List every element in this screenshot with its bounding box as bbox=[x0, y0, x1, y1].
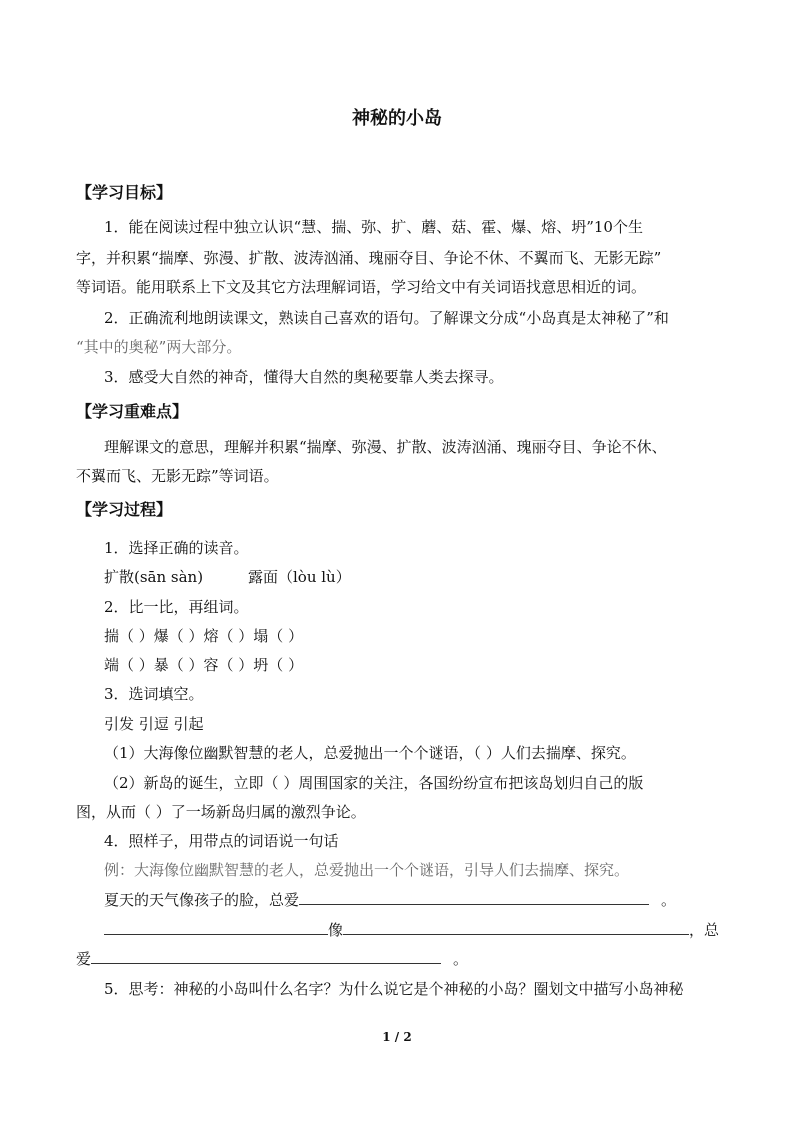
question-2-row-2: 端（ ）暴（ ）容（ ）坍（ ） bbox=[104, 656, 304, 674]
key-points-line-2: 不翼而飞、无影无踪”等词语。 bbox=[76, 467, 279, 485]
page-title: 神秘的小岛 bbox=[352, 108, 442, 129]
answer-blank-3[interactable] bbox=[343, 920, 689, 935]
sentence-2-mid: 像 bbox=[328, 921, 344, 939]
goal-2-line-1: 2．正确流利地朗读课文，熟读自己喜欢的语句。了解课文分成“小岛真是太神秘了”和 bbox=[104, 309, 669, 327]
question-1: 1．选择正确的读音。 bbox=[104, 539, 249, 557]
question-4: 4．照样子，用带点的词语说一句话 bbox=[104, 832, 339, 850]
sentence-1-end: 。 bbox=[661, 891, 677, 909]
question-2-row-1: 揣（ ）爆（ ）熔（ ）塌（ ） bbox=[104, 627, 304, 645]
question-2: 2．比一比，再组词。 bbox=[104, 598, 249, 616]
question-5: 5．思考：神秘的小岛叫什么名字？为什么说它是个神秘的小岛？圈划文中描写小岛神秘 bbox=[104, 980, 684, 998]
answer-blank-1[interactable] bbox=[299, 890, 649, 905]
goal-1-line-3: 等词语。能用联系上下文及其它方法理解词语，学习给文中有关词语找意思相近的词。 bbox=[76, 278, 647, 296]
section-heading-goals: 【学习目标】 bbox=[76, 183, 173, 202]
goal-1-line-1: 1．能在阅读过程中独立认识“慧、揣、弥、扩、蘑、菇、霍、爆、熔、坍”10个生 bbox=[104, 218, 643, 236]
sentence-3-prefix: 爱 bbox=[76, 950, 92, 968]
question-3-sentence-2-line-1: （2）新岛的诞生，立即（ ）周围国家的关注，各国纷纷宣布把该岛划归自己的版 bbox=[104, 774, 644, 792]
question-4-sentence-1 bbox=[104, 890, 676, 910]
answer-blank-2[interactable] bbox=[104, 920, 328, 935]
question-4-example: 例：大海像位幽默智慧的老人，总爱抛出一个个谜语，引导人们去揣摩、探究。 bbox=[104, 861, 630, 879]
section-heading-key-points: 【学习重难点】 bbox=[76, 402, 189, 421]
question-3-sentence-2-line-2: 图，从而（ ）了一场新岛归属的激烈争论。 bbox=[76, 803, 366, 821]
question-4-sentence-3 bbox=[76, 949, 468, 969]
sentence-1-prefix: 夏天的天气像孩子的脸，总爱 bbox=[104, 891, 300, 909]
page-number: 1 / 2 bbox=[382, 1030, 412, 1044]
key-points-line-1: 理解课文的意思，理解并积累“揣摩、弥漫、扩散、波涛汹涌、瑰丽夺目、争论不休、 bbox=[104, 438, 667, 456]
goal-3: 3．感受大自然的神奇，懂得大自然的奥秘要靠人类去探寻。 bbox=[104, 368, 504, 386]
question-3: 3．选词填空。 bbox=[104, 685, 204, 703]
sentence-3-end: 。 bbox=[453, 950, 469, 968]
question-4-sentence-2 bbox=[104, 920, 719, 940]
question-3-word-bank: 引发 引逗 引起 bbox=[104, 715, 204, 733]
answer-blank-4[interactable] bbox=[91, 949, 441, 964]
question-3-sentence-1: （1）大海像位幽默智慧的老人，总爱抛出一个个谜语，（ ）人们去揣摩、探究。 bbox=[104, 744, 636, 762]
goal-1-line-2: 字，并积累“揣摩、弥漫、扩散、波涛汹涌、瑰丽夺目、争论不休、不翼而飞、无影无踪” bbox=[76, 249, 662, 267]
question-1-option-b: 露面（lòu lù） bbox=[248, 568, 351, 586]
question-1-option-a: 扩散(sān sàn) bbox=[104, 568, 204, 586]
sentence-2-end: ，总 bbox=[689, 921, 720, 939]
goal-2-line-2: “其中的奥秘”两大部分。 bbox=[76, 338, 242, 356]
section-heading-process: 【学习过程】 bbox=[76, 500, 173, 519]
